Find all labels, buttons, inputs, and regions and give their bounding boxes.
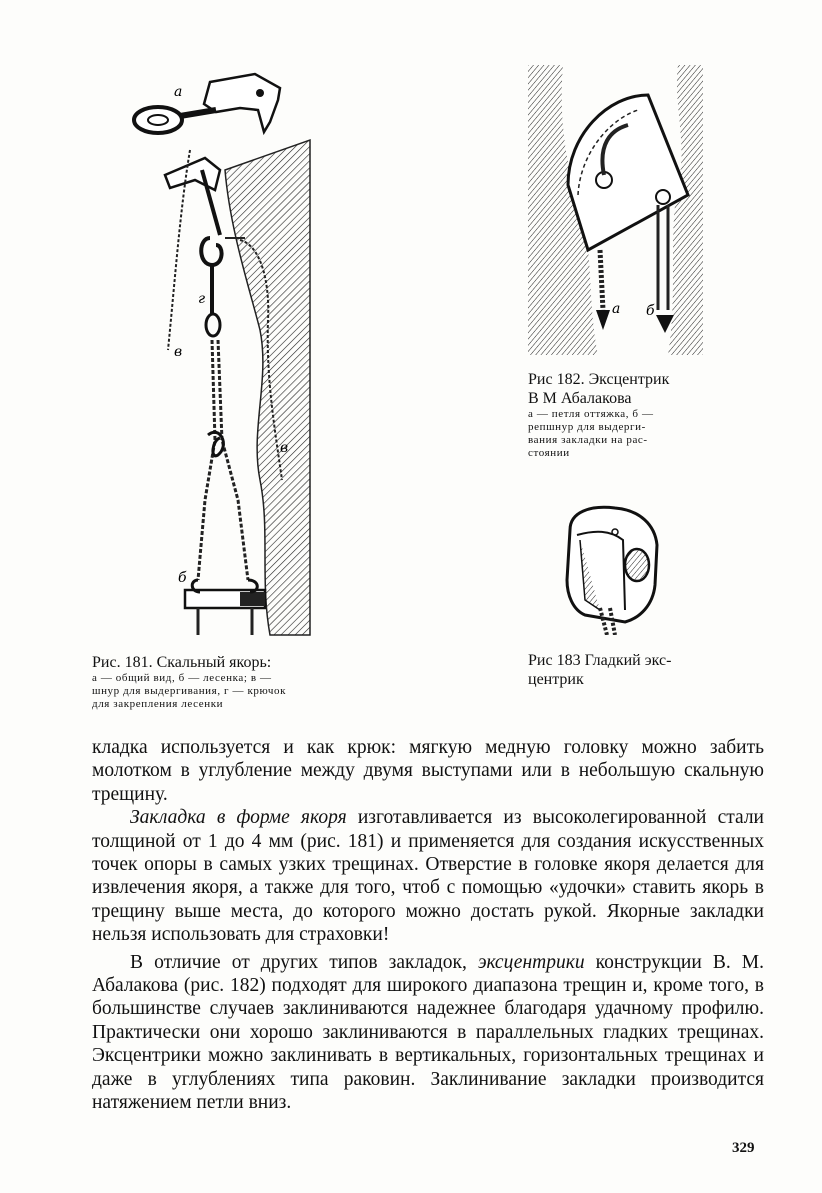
emphasis: эксцентрики — [477, 951, 585, 973]
label-g: г — [198, 291, 206, 307]
paragraph-text: В отличие от других типов закладок, — [130, 951, 478, 973]
label-b: б — [178, 570, 187, 586]
figure-182-legend-line: репшнур для выдерги- — [528, 421, 646, 433]
figure-181-caption — [92, 653, 377, 711]
figure-182-title-line: В М Абалакова — [528, 390, 632, 407]
figure-182-title-line: Рис 182. Эксцентрик — [528, 371, 670, 388]
figure-181-title: Рис. 181. Скальный якорь: — [92, 654, 272, 671]
paragraph-text: изготавливается из высоколегированной стали толщиной от 1 до 4 мм (рис. 181) и применяется для создания искусственных точек опоры в самых узких трещинах. Отверстие в головке якоря делается для извлечения якоря, а также для того, чтоб с помощью «удочки» ставить якорь в трещину выше места, до которого можно достать рукой. Якорные закладки нельзя использовать для страховки! — [92, 807, 764, 946]
anchor-general-view — [134, 74, 280, 133]
label-a: а — [174, 84, 183, 100]
figure-182-caption — [528, 370, 706, 460]
figure-182-eccentric — [528, 65, 703, 355]
label-a: а — [612, 301, 621, 317]
body-text — [92, 736, 764, 1115]
figure-181-legend-line: для закрепления лесенки — [92, 698, 224, 710]
figure-183-title-line: Рис 183 Гладкий экс- — [528, 652, 672, 669]
emphasis: Закладка в форме якоря — [130, 807, 347, 829]
figure-183-smooth-eccentric — [555, 500, 675, 635]
label-v-right: в — [280, 440, 289, 456]
figure-181-legend-line: шнур для выдергивания, г — крючок — [92, 685, 287, 697]
ladder-rung — [185, 580, 265, 635]
figure-181-legend-line: а — общий вид, б — лесенка; в — — [92, 672, 272, 684]
figure-183-title-line: центрик — [528, 671, 584, 688]
paragraph: кладка используется и как крюк: мягкую медную головку можно забить молотком в углубление между двумя выступами или в небольшую скальную трещину. — [92, 737, 764, 805]
figure-182-legend-line: вания закладки на рас- — [528, 434, 648, 446]
figure-181-rock-anchor — [120, 60, 380, 640]
page-number: 329 — [732, 1140, 755, 1156]
paragraph — [92, 951, 764, 1115]
figure-183-caption — [528, 651, 708, 689]
figure-182-legend-line: а — петля оттяжка, б — — [528, 408, 654, 420]
paragraph-text: конструкции В. М. Абалакова (рис. 182) подходят для широкого диапазона трещин и, кроме того, в большинстве случаев заклиниваются надежнее благодаря удачному профилю. Практически они хорошо заклиниваются в параллельных гладких трещинах. Эксцентрики можно заклинивать в вертикальных, горизонтальных трещинах и даже в углублениях типа раковин. Заклинивание закладки производится натяжением петли вниз. — [92, 951, 764, 1114]
figure-182-legend-line: стоянии — [528, 447, 570, 459]
label-v-left: в — [174, 344, 183, 360]
paragraph — [92, 806, 764, 946]
label-b: б — [646, 303, 655, 319]
